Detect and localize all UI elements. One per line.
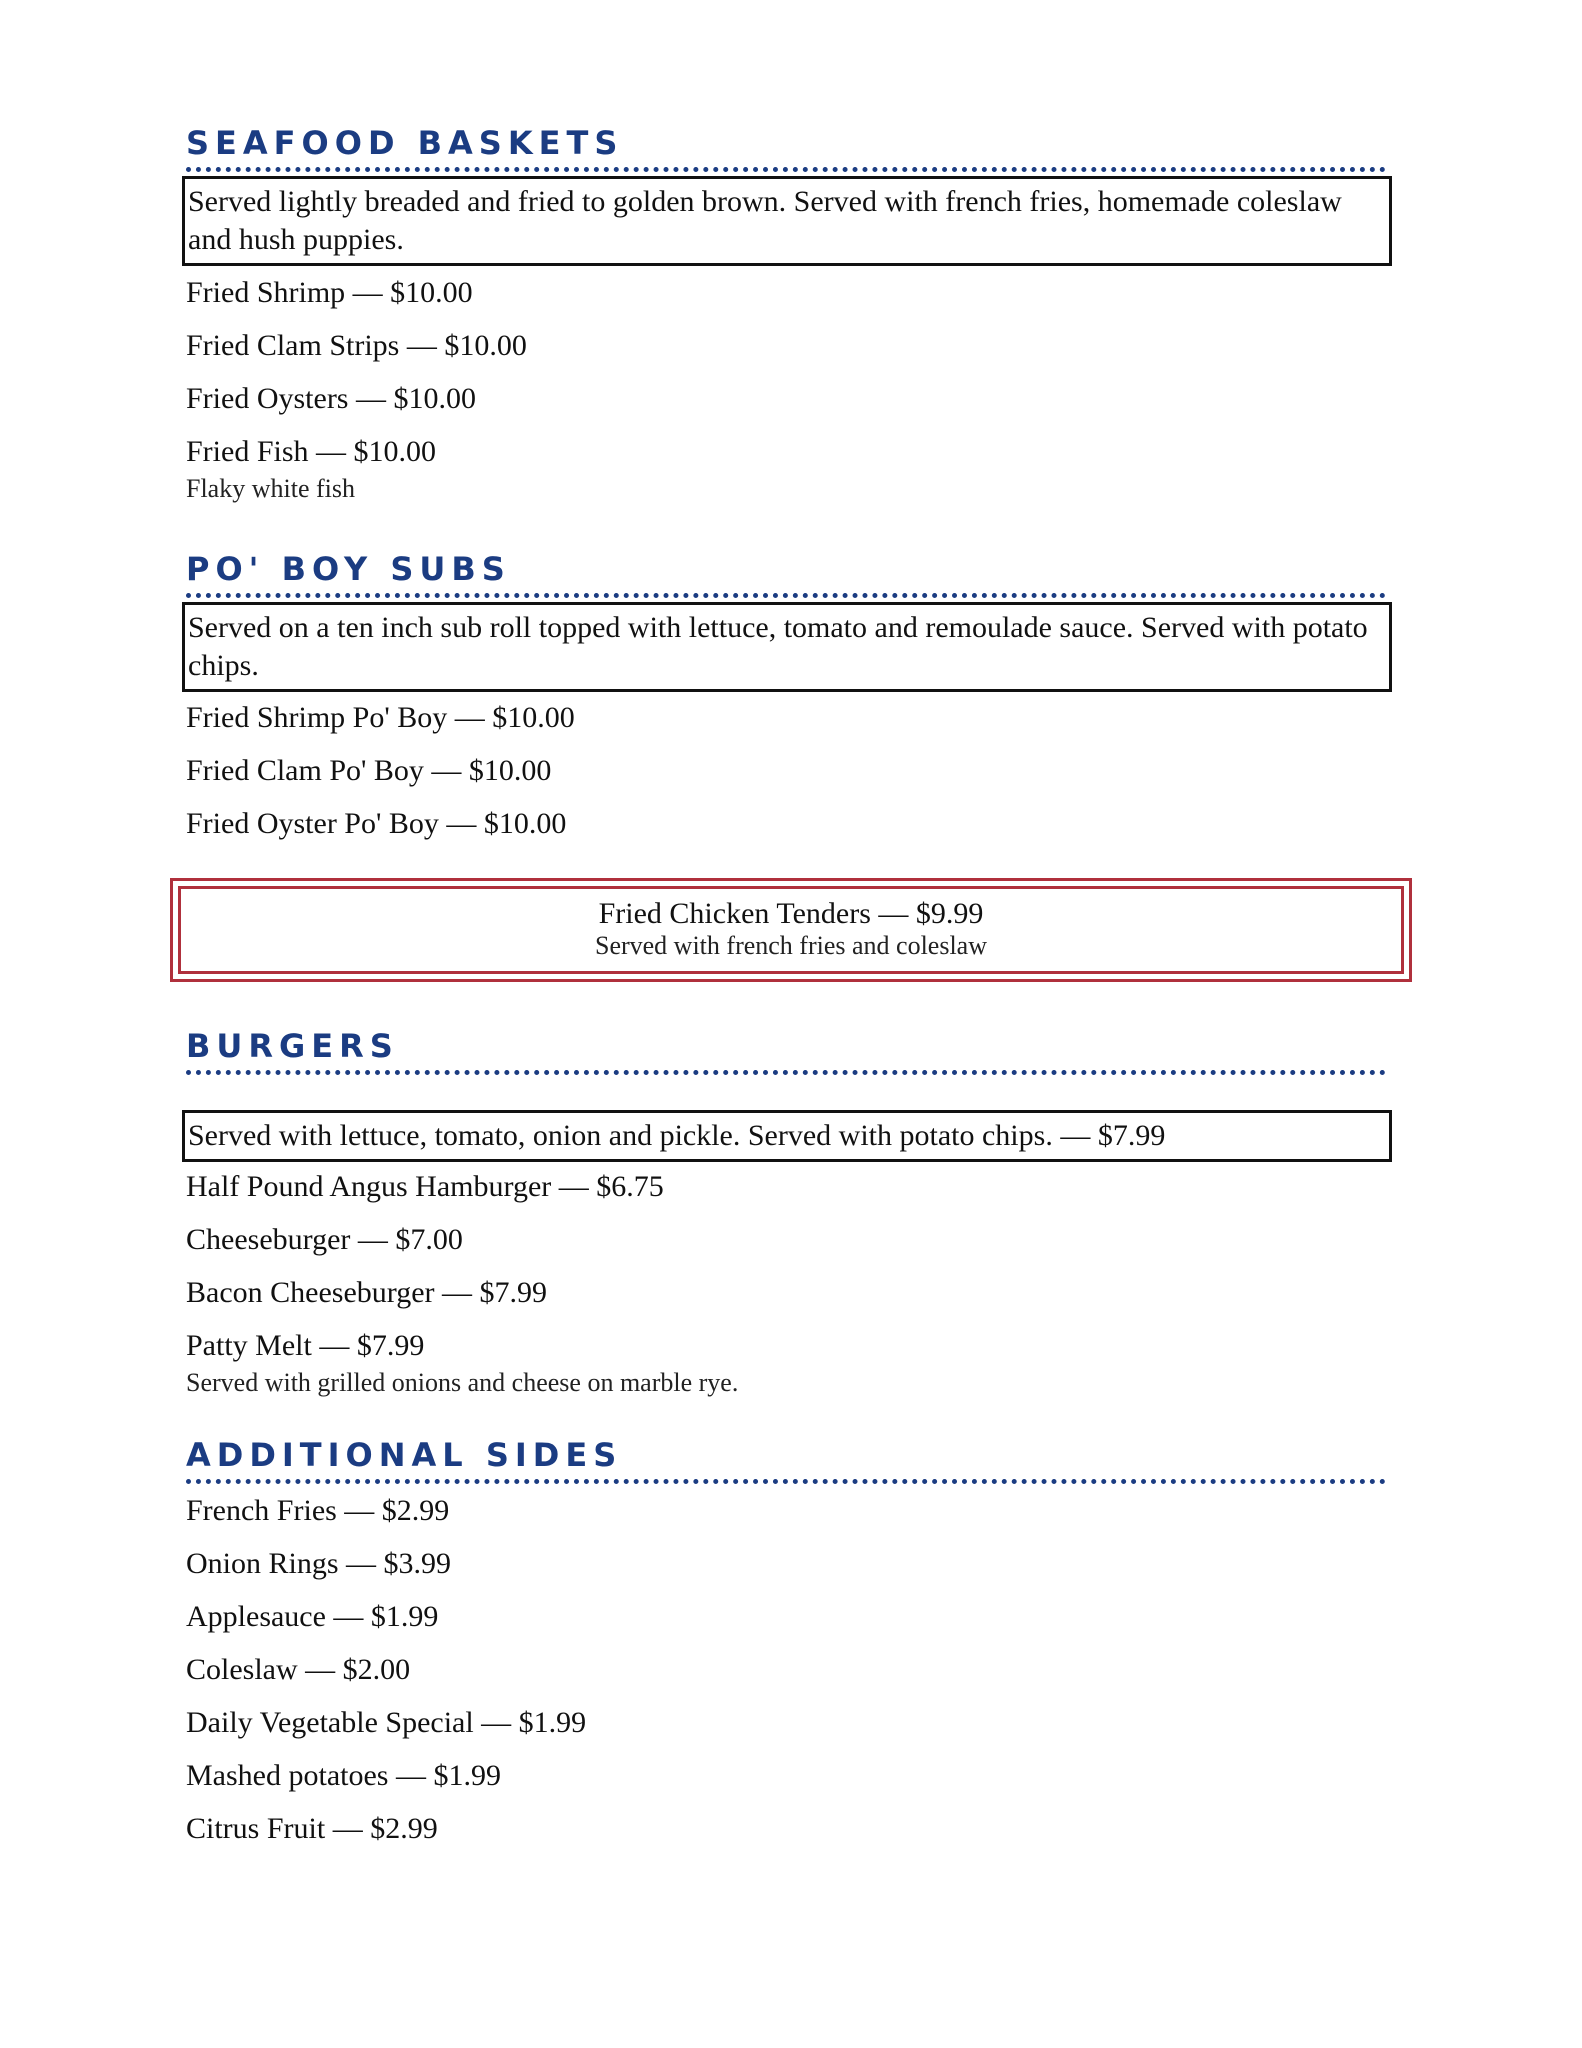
burgers-item-cheeseburger: Cheeseburger — $7.00	[186, 1223, 463, 1256]
burgers-item-bacon-cheeseburger: Bacon Cheeseburger — $7.99	[186, 1276, 548, 1309]
seafood-divider	[186, 167, 1386, 172]
burgers-item-patty-melt: Patty Melt — $7.99	[186, 1329, 425, 1362]
burgers-divider	[186, 1070, 1386, 1075]
poboy-item-fried-oyster: Fried Oyster Po' Boy — $10.00	[186, 807, 567, 840]
sides-item-daily-vegetable: Daily Vegetable Special — $1.99	[186, 1706, 587, 1739]
seafood-description: Served lightly breaded and fried to golden brown. Served with french fries, homemade coleslaw and hush puppies.	[182, 176, 1392, 266]
sides-item-applesauce: Applesauce — $1.99	[186, 1600, 439, 1633]
sides-item-mashed-potatoes: Mashed potatoes — $1.99	[186, 1759, 501, 1792]
seafood-item-fried-oysters: Fried Oysters — $10.00	[186, 382, 476, 415]
seafood-heading: SEAFOOD BASKETS	[186, 124, 624, 162]
special-box	[170, 878, 1412, 982]
sides-heading: ADDITIONAL SIDES	[186, 1436, 623, 1474]
special-title: Fried Chicken Tenders — $9.99	[598, 897, 984, 930]
burgers-item-patty-melt-note: Served with grilled onions and cheese on marble rye.	[186, 1368, 739, 1397]
burgers-description: Served with lettuce, tomato, onion and pickle. Served with potato chips. — $7.99	[182, 1110, 1392, 1162]
seafood-item-fried-shrimp: Fried Shrimp — $10.00	[186, 276, 473, 309]
burgers-item-angus-hamburger: Half Pound Angus Hamburger — $6.75	[186, 1170, 664, 1203]
poboy-description: Served on a ten inch sub roll topped with lettuce, tomato and remoulade sauce. Served with potato chips.	[182, 602, 1392, 692]
sides-item-citrus-fruit: Citrus Fruit — $2.99	[186, 1812, 438, 1845]
poboy-item-fried-clam: Fried Clam Po' Boy — $10.00	[186, 754, 552, 787]
seafood-item-fried-clam-strips: Fried Clam Strips — $10.00	[186, 329, 527, 362]
seafood-item-fried-fish: Fried Fish — $10.00	[186, 435, 437, 468]
sides-item-coleslaw: Coleslaw — $2.00	[186, 1653, 411, 1686]
special-note: Served with french fries and coleslaw	[594, 931, 988, 960]
sides-item-onion-rings: Onion Rings — $3.99	[186, 1547, 452, 1580]
poboy-divider	[186, 593, 1386, 598]
burgers-heading: BURGERS	[186, 1027, 399, 1065]
poboy-item-fried-shrimp: Fried Shrimp Po' Boy — $10.00	[186, 701, 575, 734]
seafood-item-fried-fish-note: Flaky white fish	[186, 474, 355, 503]
sides-divider	[186, 1479, 1386, 1484]
special-box-inner	[178, 886, 1404, 974]
poboy-heading: PO' BOY SUBS	[186, 550, 511, 588]
sides-item-french-fries: French Fries — $2.99	[186, 1494, 450, 1527]
